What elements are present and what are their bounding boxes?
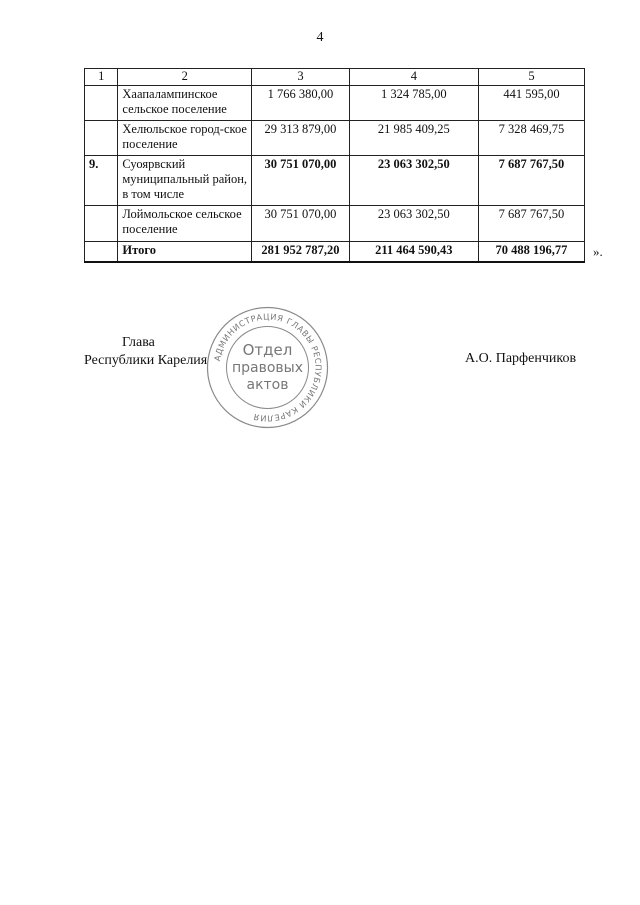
row-value-3: 1 766 380,00: [252, 86, 350, 121]
header-cell: 1: [85, 69, 118, 86]
row-value-3: 30 751 070,00: [252, 206, 350, 242]
row-value-4: 23 063 302,50: [349, 156, 478, 206]
total-row: [85, 242, 585, 263]
row-value-3: 29 313 879,00: [252, 121, 350, 156]
row-name: Хаапалампинское сельское поселение: [118, 86, 252, 121]
row-name: Итого: [118, 242, 252, 263]
table-row: [85, 156, 585, 206]
signature-title-line2: Республики Карелия: [84, 353, 208, 368]
table-row: [85, 86, 585, 121]
row-value-4: 211 464 590,43: [349, 242, 478, 263]
row-value-5: 441 595,00: [478, 86, 584, 121]
row-value-3: 30 751 070,00: [252, 156, 350, 206]
row-value-3: 281 952 787,20: [252, 242, 350, 263]
table-row: [85, 206, 585, 242]
stamp-line2: правовых: [231, 360, 304, 376]
row-name: Лоймольское сельское поселение: [118, 206, 252, 242]
row-value-5: 7 687 767,50: [478, 156, 584, 206]
table-header-row: [85, 69, 585, 86]
stamp-ring-text: АДМИНИСТРАЦИЯ ГЛАВЫ РЕСПУБЛИКИ КАРЕЛИЯ: [211, 311, 324, 424]
header-cell: 2: [118, 69, 252, 86]
row-name: Суоярвский муниципальный район, в том числе: [118, 156, 252, 206]
row-number: [85, 86, 118, 121]
stamp-line3: актов: [246, 377, 289, 393]
row-value-5: 7 687 767,50: [478, 206, 584, 242]
row-value-5: 70 488 196,77: [478, 242, 584, 263]
header-cell: 3: [252, 69, 350, 86]
signature-title: [84, 334, 207, 370]
row-number: [85, 242, 118, 263]
closing-quote: ».: [593, 244, 603, 259]
page-number: 4: [316, 30, 324, 45]
row-value-4: 23 063 302,50: [349, 206, 478, 242]
signatory-name: А.О. Парфенчиков: [465, 351, 577, 366]
row-name: Хелюльское город-ское поселение: [118, 121, 252, 156]
signature-title-line1: Глава: [122, 335, 155, 350]
row-number: 9.: [85, 156, 118, 206]
row-value-4: 21 985 409,25: [349, 121, 478, 156]
row-number: [85, 206, 118, 242]
header-cell: 4: [349, 69, 478, 86]
stamp-line1: Отдел: [242, 341, 293, 359]
distribution-table: [84, 68, 585, 263]
row-number: [85, 121, 118, 156]
official-stamp-icon: [205, 305, 330, 430]
header-cell: 5: [478, 69, 584, 86]
row-value-4: 1 324 785,00: [349, 86, 478, 121]
row-value-5: 7 328 469,75: [478, 121, 584, 156]
table-row: [85, 121, 585, 156]
